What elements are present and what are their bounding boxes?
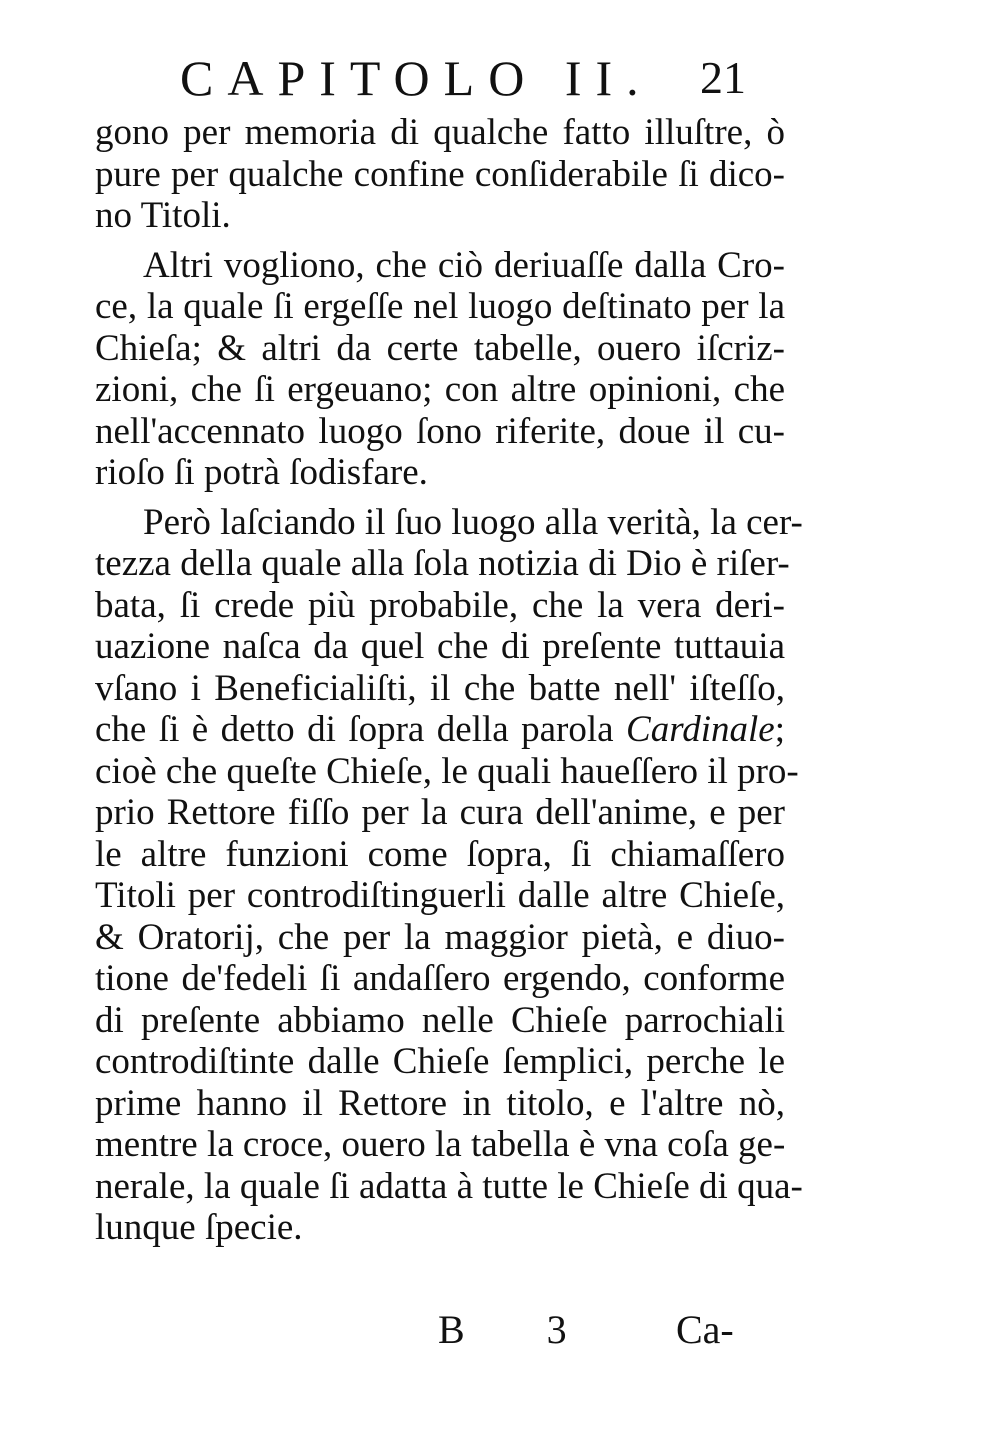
italic-trailing-punctuation: ; xyxy=(774,709,786,750)
text-line: Chieſa; & altri da certe tabelle, ouero iſcriz- xyxy=(95,327,785,369)
text-line: nell'accennato luogo ſono riferite, doue il cu- xyxy=(95,410,785,452)
text-line: prime hanno il Rettore in titolo, e l'altre nò, xyxy=(95,1082,785,1124)
text-line: le altre funzioni come ſopra, ſi chiamaſſero xyxy=(95,833,785,875)
text-line: prio Rettore fiſſo per la cura dell'anime, e per xyxy=(95,792,785,833)
catchword: Ca- xyxy=(676,1307,734,1352)
text-line: pure per qualche confine conſiderabile ſi dico- xyxy=(95,153,785,195)
running-title: CAPITOLO II. xyxy=(180,50,653,106)
text-line: controdiſtinte dalle Chieſe ſemplici, perche le xyxy=(95,1041,785,1082)
running-head xyxy=(170,48,810,108)
signature-mark: B 3 xyxy=(438,1307,603,1352)
body-text xyxy=(95,112,803,1249)
text-line-with-italic xyxy=(95,709,785,751)
text-line: tione de'fedeli ſi andaſſero ergendo, conforme xyxy=(95,958,785,999)
page-number: 21 xyxy=(700,52,746,103)
text-line: bata, ſi crede più probabile, che la vera deri- xyxy=(95,584,785,626)
text-line: nerale, la quale ſi adatta à tutte le Chieſe di qua- xyxy=(95,1165,803,1207)
text-line: ce, la quale ſi ergeſſe nel luogo deſtinato per la xyxy=(95,286,785,327)
text-line: vſano i Beneficialiſti, il che batte nell' iſteſſo, xyxy=(95,667,785,709)
text-line: tezza della quale alla ſola notizia di Dio è riſer- xyxy=(95,543,790,584)
text-line: & Oratorij, che per la maggior pietà, e diuo- xyxy=(95,916,785,958)
italic-word: Cardinale xyxy=(626,709,775,750)
text-line: cioè che queſte Chieſe, le quali haueſſero il pro- xyxy=(95,750,799,792)
text-line: no Titoli. xyxy=(95,195,231,236)
text-line: gono per memoria di qualche fatto illuſtre, ò xyxy=(95,112,785,153)
text-line: zioni, che ſi ergeuano; con altre opinioni, che xyxy=(95,369,785,410)
text-line: rioſo ſi potrà ſodisfare. xyxy=(95,452,428,493)
text-line-segment: che ſi è detto di ſopra della parola xyxy=(95,709,614,750)
text-line: di preſente abbiamo nelle Chieſe parrochiali xyxy=(95,999,785,1041)
text-line: Altri vogliono, che ciò deriuaſſe dalla Cro- xyxy=(143,244,785,286)
text-line: mentre la croce, ouero la tabella è vna coſa ge- xyxy=(95,1124,786,1165)
page-footer xyxy=(0,1300,1000,1360)
text-line: uazione naſca da quel che di preſente tuttauia xyxy=(95,626,785,667)
text-line: lunque ſpecie. xyxy=(95,1207,303,1248)
text-line: Però laſciando il ſuo luogo alla verità, la cer- xyxy=(143,501,803,543)
text-line: Titoli per controdiſtinguerli dalle altre Chieſe, xyxy=(95,875,785,916)
